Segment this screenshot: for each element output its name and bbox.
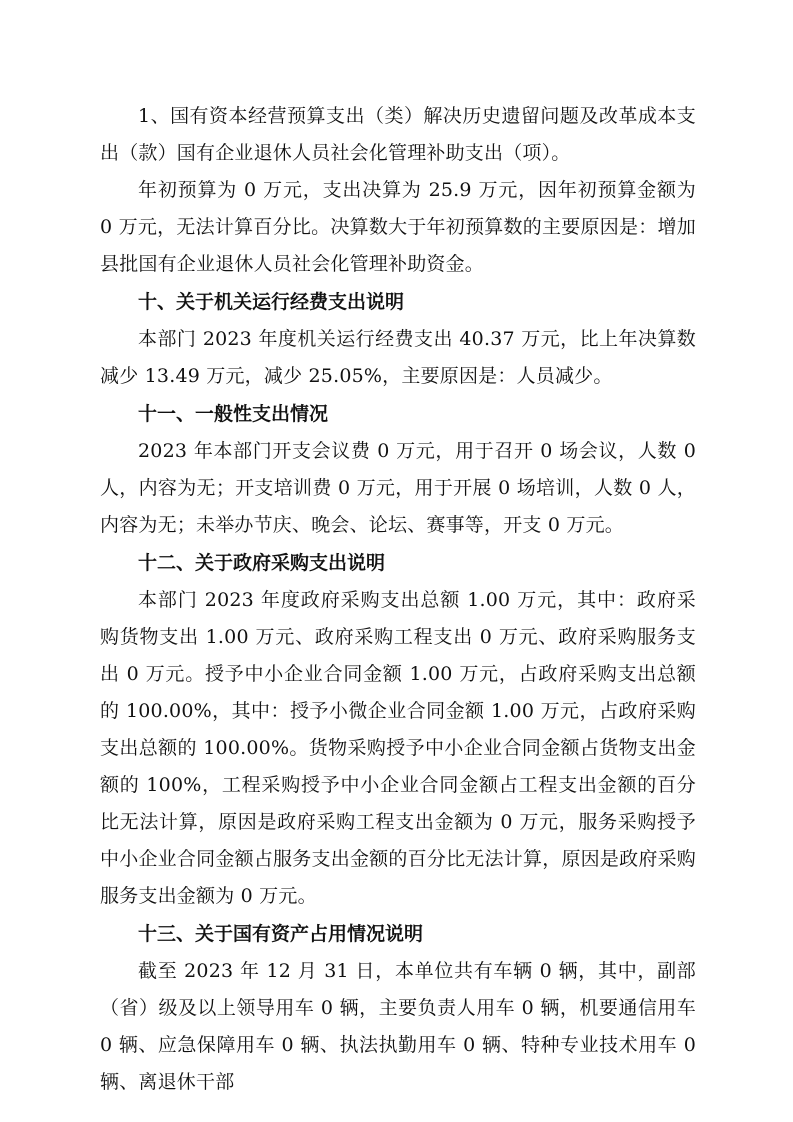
paragraph-state-assets: 截至 2023 年 12 月 31 日，本单位共有车辆 0 辆，其中，副部（省）级及以上领导用车 0 辆，主要负责人用车 0 辆，机要通信用车 0 辆、应急保障用车 0 辆、执法执勤用车 0 辆、特种专业技术用车 0 辆、离退休干部 bbox=[100, 960, 696, 1093]
document-page bbox=[100, 98, 696, 1101]
paragraph-general-expenses: 2023 年本部门开支会议费 0 万元，用于召开 0 场会议，人数 0 人，内容为无；开支培训费 0 万元，用于开展 0 场培训，人数 0 人，内容为无；未举办节庆、晚会、论坛、赛事等，开支 0 万元。 bbox=[100, 440, 696, 536]
paragraph-operating-expenses: 本部门 2023 年度机关运行经费支出 40.37 万元，比上年决算数减少 13.49 万元，减少 25.05%，主要原因是：人员减少。 bbox=[100, 328, 696, 387]
paragraph-state-capital-item: 1、国有资本经营预算支出（类）解决历史遗留问题及改革成本支出（款）国有企业退休人员社会化管理补助支出（项）。 bbox=[100, 105, 696, 164]
heading-section-10: 十、关于机关运行经费支出说明 bbox=[138, 291, 405, 313]
heading-section-13: 十三、关于国有资产占用情况说明 bbox=[138, 923, 424, 945]
heading-section-11: 十一、一般性支出情况 bbox=[138, 403, 329, 425]
heading-section-12: 十二、关于政府采购支出说明 bbox=[138, 552, 386, 574]
paragraph-procurement: 本部门 2023 年度政府采购支出总额 1.00 万元，其中：政府采购货物支出 1.00 万元、政府采购工程支出 0 万元、政府采购服务支出 0 万元。授予中小企业合同金额 1.00 万元，占政府采购支出总额的 100.00%，其中：授予小微企业合同金额 1.00 万元，占政府采购支出总额的 100.00%。货物采购授予中小企业合同金额占货物支出金额的 100%，工程采购授予中小企业合同金额占工程支出金额的百分比无法计算，原因是政府采购工程支出金额为 0 万元，服务采购授予中小企业合同金额占服务支出金额的百分比无法计算，原因是政府采购服务支出金额为 0 万元。 bbox=[100, 589, 696, 907]
paragraph-state-capital-budget: 年初预算为 0 万元，支出决算为 25.9 万元，因年初预算金额为 0 万元，无法计算百分比。决算数大于年初预算数的主要原因是：增加县批国有企业退休人员社会化管理补助资金。 bbox=[100, 179, 696, 275]
